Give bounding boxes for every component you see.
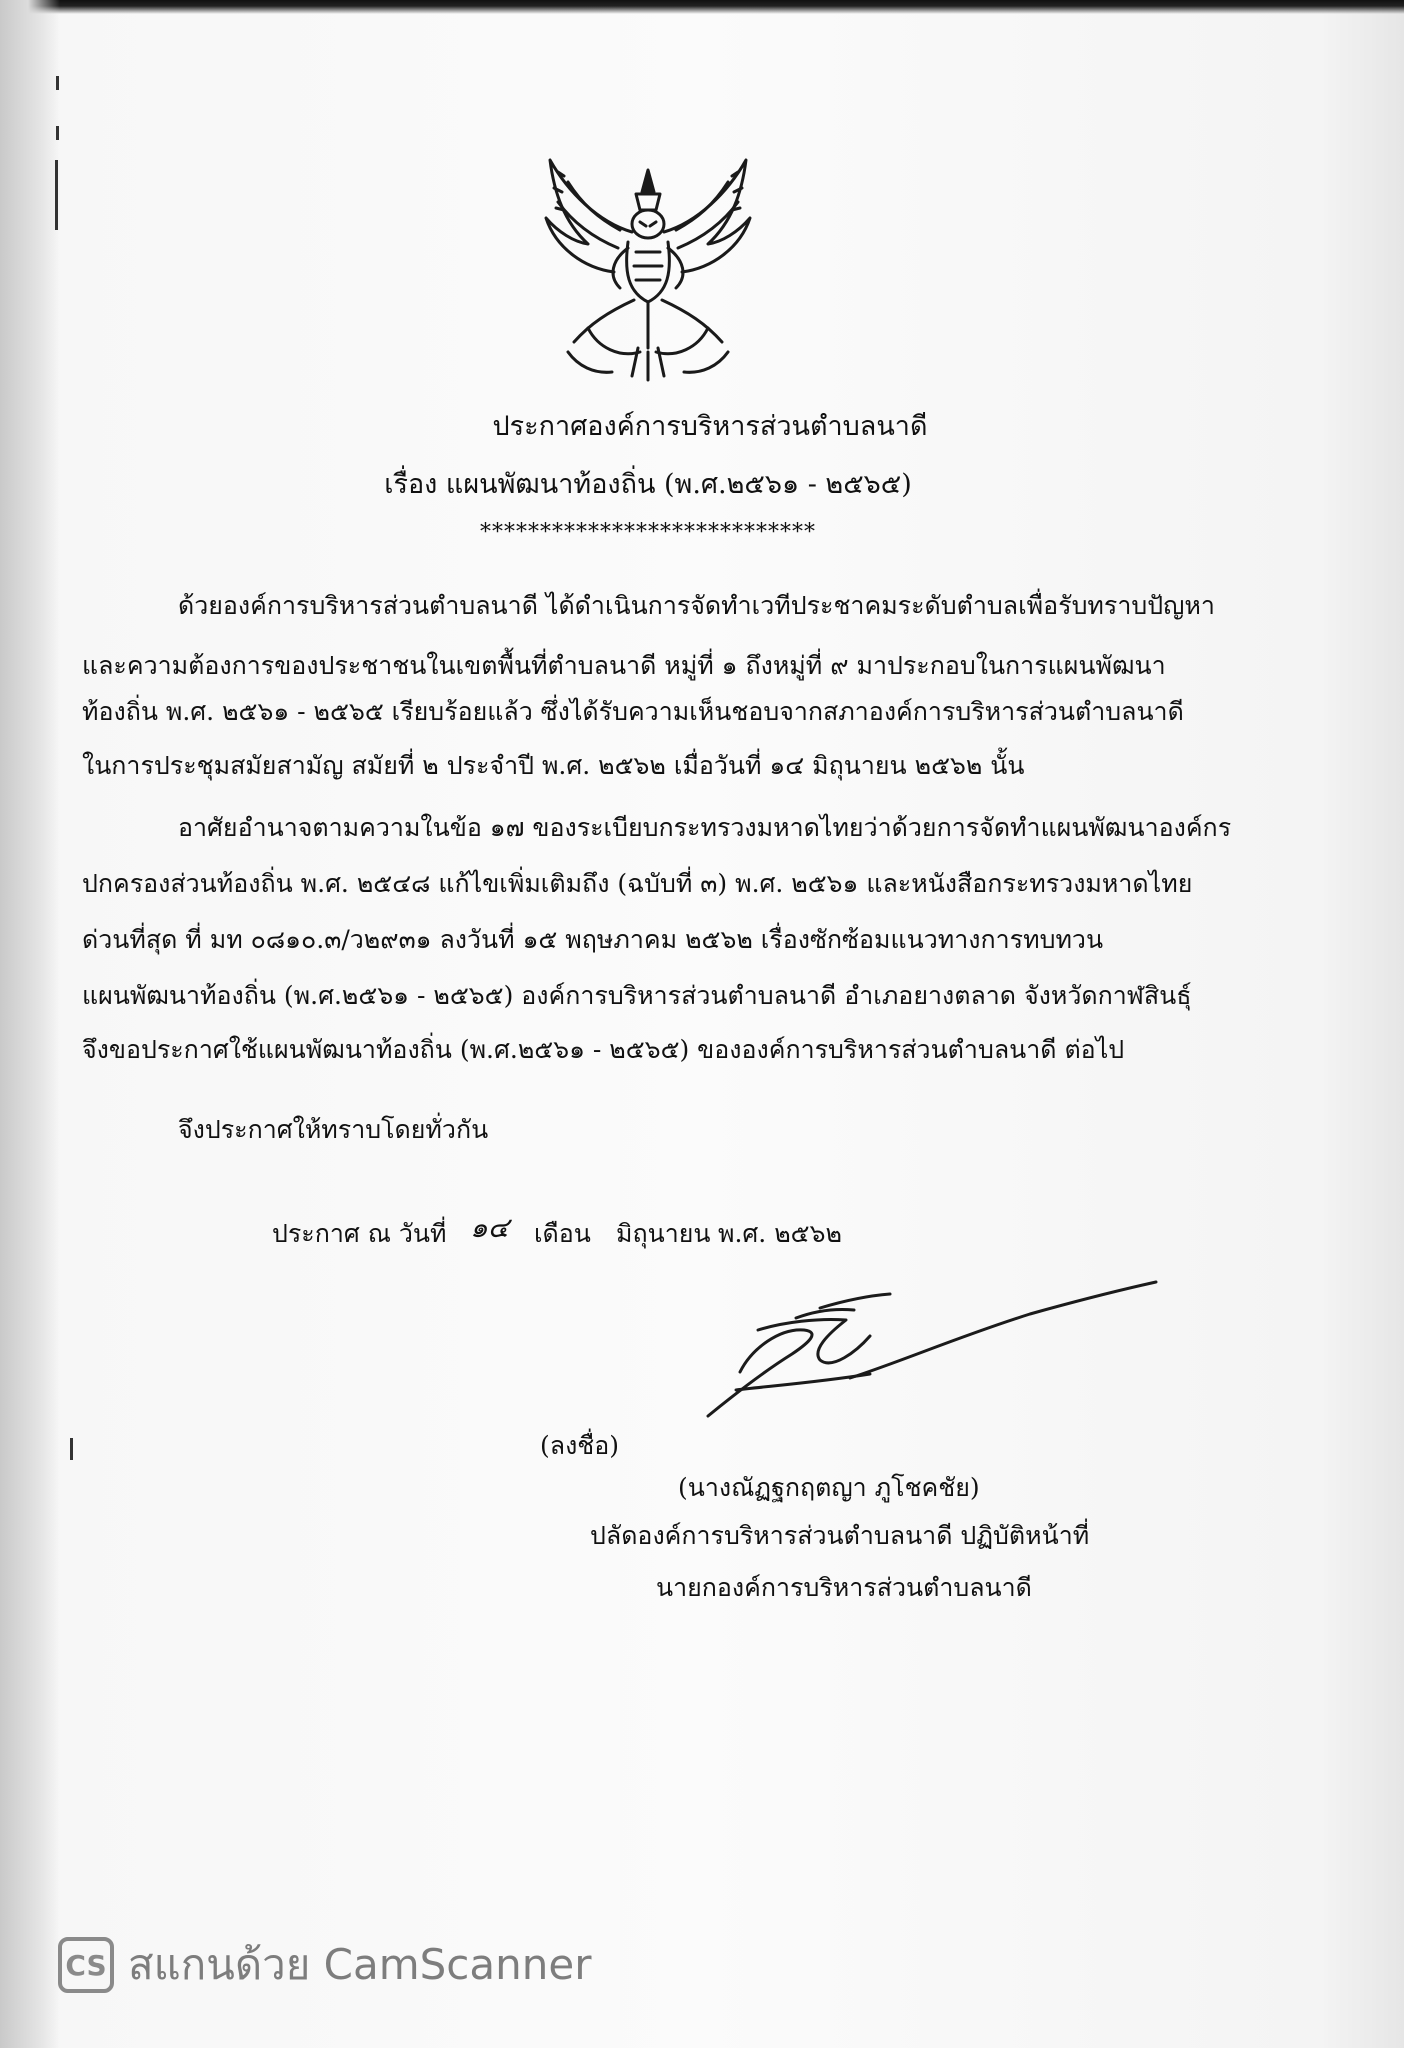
- margin-mark: [70, 1438, 73, 1460]
- announcement-title: ประกาศองค์การบริหารส่วนตำบลนาดี: [492, 411, 928, 442]
- paragraph-1-line: ในการประชุมสมัยสามัญ สมัยที่ ๒ ประจำปี พ.ศ. ๒๕๖๒ เมื่อวันที่ ๑๔ มิถุนายน ๒๕๖๒ นั้น: [82, 751, 1025, 780]
- closing-statement: จึงประกาศให้ทราบโดยทั่วกัน: [178, 1115, 489, 1144]
- paragraph-2-line: ปกครองส่วนท้องถิ่น พ.ศ. ๒๕๔๘ แก้ไขเพิ่มเติมถึง (ฉบับที่ ๓) พ.ศ. ๒๕๖๑ และหนังสือกระทรวงมหาดไทย: [82, 869, 1193, 898]
- paragraph-2-line: จึงขอประกาศใช้แผนพัฒนาท้องถิ่น (พ.ศ.๒๕๖๑ - ๒๕๖๕) ขององค์การบริหารส่วนตำบลนาดี ต่อไป: [82, 1035, 1125, 1064]
- paragraph-2-line: ด่วนที่สุด ที่ มท ๐๘๑๐.๓/ว๒๙๓๑ ลงวันที่ ๑๕ พฤษภาคม ๒๕๖๒ เรื่องซักซ้อมแนวทางการทบทวน: [82, 925, 1104, 954]
- margin-mark: [56, 126, 59, 140]
- date-prefix: ประกาศ ณ วันที่: [272, 1219, 447, 1248]
- margin-mark: [55, 160, 58, 230]
- watermark-text: สแกนด้วย CamScanner: [128, 1940, 592, 1989]
- paragraph-2-line: แผนพัฒนาท้องถิ่น (พ.ศ.๒๕๖๑ - ๒๕๖๕) องค์การบริหารส่วนตำบลนาดี อำเภอยางตลาด จังหวัดกาฬสินธุ์: [82, 981, 1192, 1010]
- date-year: พ.ศ. ๒๕๖๒: [718, 1219, 842, 1248]
- margin-mark: [56, 76, 59, 90]
- camscanner-logo-icon: CS: [58, 1937, 114, 1993]
- paragraph-1-line: และความต้องการของประชาชนในเขตพื้นที่ตำบลนาดี หมู่ที่ ๑ ถึงหมู่ที่ ๙ มาประกอบในการแผนพัฒนา: [82, 651, 1166, 680]
- scan-left-edge: [0, 0, 60, 2048]
- scan-top-edge: [0, 0, 1404, 14]
- paragraph-1-line: ด้วยองค์การบริหารส่วนตำบลนาดี ได้ดำเนินการจัดทำเวทีประชาคมระดับตำบลเพื่อรับทราบปัญหา: [178, 591, 1215, 620]
- signer-position-1: ปลัดองค์การบริหารส่วนตำบลนาดี ปฏิบัติหน้าที่: [590, 1521, 1090, 1550]
- date-month-label: เดือน: [534, 1219, 591, 1248]
- signer-name: (นางณัฏฐกฤตญา ภูโชคชัย): [678, 1473, 980, 1502]
- date-day-handwritten: ๑๔: [470, 1211, 509, 1244]
- sign-label: (ลงชื่อ): [540, 1431, 620, 1460]
- camscanner-watermark: [58, 1935, 591, 1995]
- garuda-emblem-icon: [528, 152, 768, 384]
- handwritten-signature: [700, 1278, 1160, 1428]
- paragraph-1-line: ท้องถิ่น พ.ศ. ๒๕๖๑ - ๒๕๖๕ เรียบร้อยแล้ว ซึ่งได้รับความเห็นชอบจากสภาองค์การบริหารส่วนตำบลนาดี: [82, 697, 1184, 726]
- announcement-subject: เรื่อง แผนพัฒนาท้องถิ่น (พ.ศ.๒๕๖๑ - ๒๕๖๕): [384, 469, 912, 500]
- date-month: มิถุนายน: [616, 1219, 711, 1248]
- paragraph-2-line: อาศัยอำนาจตามความในข้อ ๑๗ ของระเบียบกระทรวงมหาดไทยว่าด้วยการจัดทำแผนพัฒนาองค์กร: [178, 813, 1232, 842]
- header-separator: ****************************: [480, 520, 816, 545]
- signer-position-2: นายกองค์การบริหารส่วนตำบลนาดี: [656, 1573, 1032, 1602]
